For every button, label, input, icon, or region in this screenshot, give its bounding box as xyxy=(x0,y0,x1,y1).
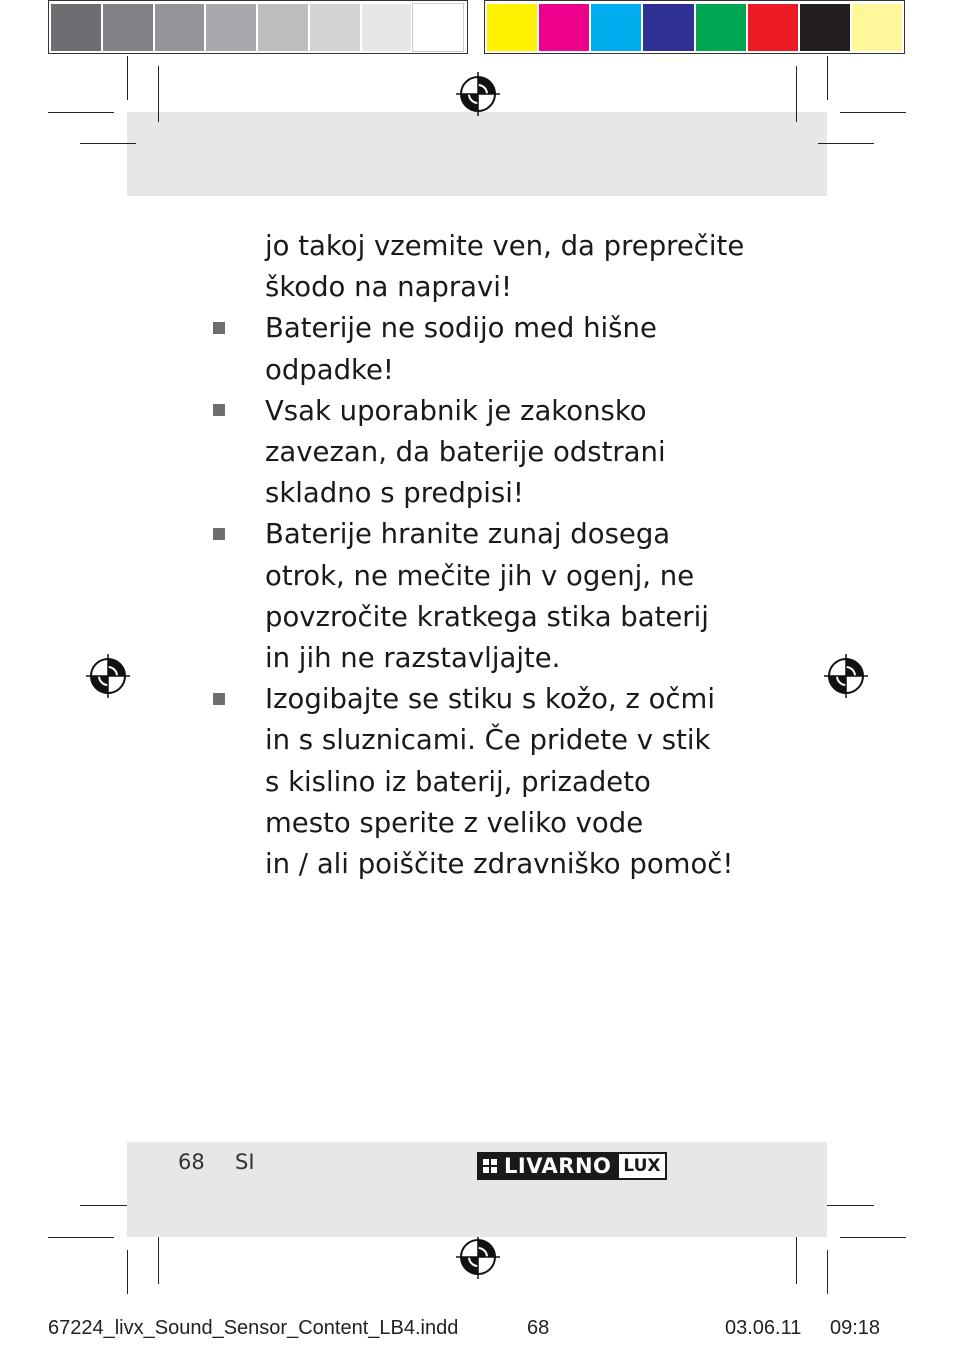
crop-mark xyxy=(818,143,874,144)
gray-swatch xyxy=(103,4,153,51)
slug-filename: 67224_livx_Sound_Sensor_Content_LB4.indd xyxy=(48,1317,459,1339)
body-text xyxy=(213,226,745,885)
crop-mark xyxy=(827,1250,828,1294)
text-line: Baterije hranite zunaj dosega xyxy=(265,518,671,551)
language-code: SI xyxy=(235,1150,255,1174)
text-line: skladno s predpisi! xyxy=(265,477,524,510)
registration-mark-icon xyxy=(456,72,500,116)
header-band xyxy=(127,112,827,196)
color-swatch xyxy=(696,4,746,51)
text-line: in / ali poiščite zdravniško pomoč! xyxy=(265,848,734,881)
color-swatch xyxy=(643,4,693,51)
gray-swatch xyxy=(413,4,463,51)
text-line: in s sluznicami. Če pridete v stik xyxy=(265,724,711,757)
gray-color-bar xyxy=(48,0,468,54)
paragraph xyxy=(213,226,745,308)
registration-mark-icon xyxy=(456,1235,500,1279)
logo-grid-icon xyxy=(483,1159,497,1173)
bullet-square-icon xyxy=(213,391,243,432)
crop-mark xyxy=(80,143,136,144)
logo-lux: LUX xyxy=(617,1152,666,1180)
text-line: odpadke! xyxy=(265,353,394,386)
gray-swatch xyxy=(51,4,101,51)
color-swatch xyxy=(539,4,589,51)
livarno-lux-logo xyxy=(477,1152,689,1180)
text-line: Baterije ne sodijo med hišne xyxy=(265,312,657,345)
slug-page: 68 xyxy=(527,1317,550,1339)
bullet-square-icon xyxy=(213,514,243,555)
text-line: jo takoj vzemite ven, da preprečite xyxy=(265,230,745,262)
bullet-square-icon xyxy=(213,308,243,349)
text-line: mesto sperite z veliko vode xyxy=(265,806,644,839)
crop-mark xyxy=(48,1237,114,1238)
text-line: zavezan, da baterije odstrani xyxy=(265,436,666,469)
gray-swatch xyxy=(206,4,256,51)
bullet-item xyxy=(213,679,733,885)
gray-swatch xyxy=(310,4,360,51)
registration-mark-icon xyxy=(824,654,868,698)
color-swatch xyxy=(800,4,850,51)
process-color-bar xyxy=(484,0,905,54)
logo-text: LIVARNO xyxy=(504,1154,612,1178)
color-swatch xyxy=(748,4,798,51)
crop-mark xyxy=(158,66,159,122)
bullet-square-icon xyxy=(213,679,243,720)
crop-mark xyxy=(127,56,128,100)
crop-mark xyxy=(48,112,114,113)
text-line: s kislino iz baterij, prizadeto xyxy=(265,765,651,798)
text-line: in jih ne razstavljajte. xyxy=(265,642,561,675)
gray-swatch xyxy=(155,4,205,51)
slug-date: 03.06.11 xyxy=(725,1317,802,1339)
text-line: Vsak uporabnik je zakonsko xyxy=(265,394,647,427)
text-line: otrok, ne mečite jih v ogenj, ne xyxy=(265,559,695,592)
color-swatch xyxy=(591,4,641,51)
text-line: škodo na napravi! xyxy=(265,271,512,304)
gray-swatch xyxy=(362,4,412,51)
bullet-item xyxy=(213,308,733,390)
text-line: Izogibajte se stiku s kožo, z očmi xyxy=(265,683,715,716)
crop-mark xyxy=(840,1237,906,1238)
gray-swatch xyxy=(258,4,308,51)
color-swatch xyxy=(487,4,537,51)
color-swatch xyxy=(852,4,902,51)
slug-time: 09:18 xyxy=(830,1317,881,1339)
crop-mark xyxy=(127,1250,128,1294)
bullet-item xyxy=(213,514,733,679)
bullet-item xyxy=(213,391,733,515)
registration-mark-icon xyxy=(86,654,130,698)
text-line: povzročite kratkega stika baterij xyxy=(265,600,709,633)
crop-mark xyxy=(796,66,797,122)
crop-mark xyxy=(827,56,828,100)
page-number: 68 xyxy=(178,1150,205,1174)
crop-mark xyxy=(840,112,906,113)
logo-main xyxy=(477,1152,617,1180)
